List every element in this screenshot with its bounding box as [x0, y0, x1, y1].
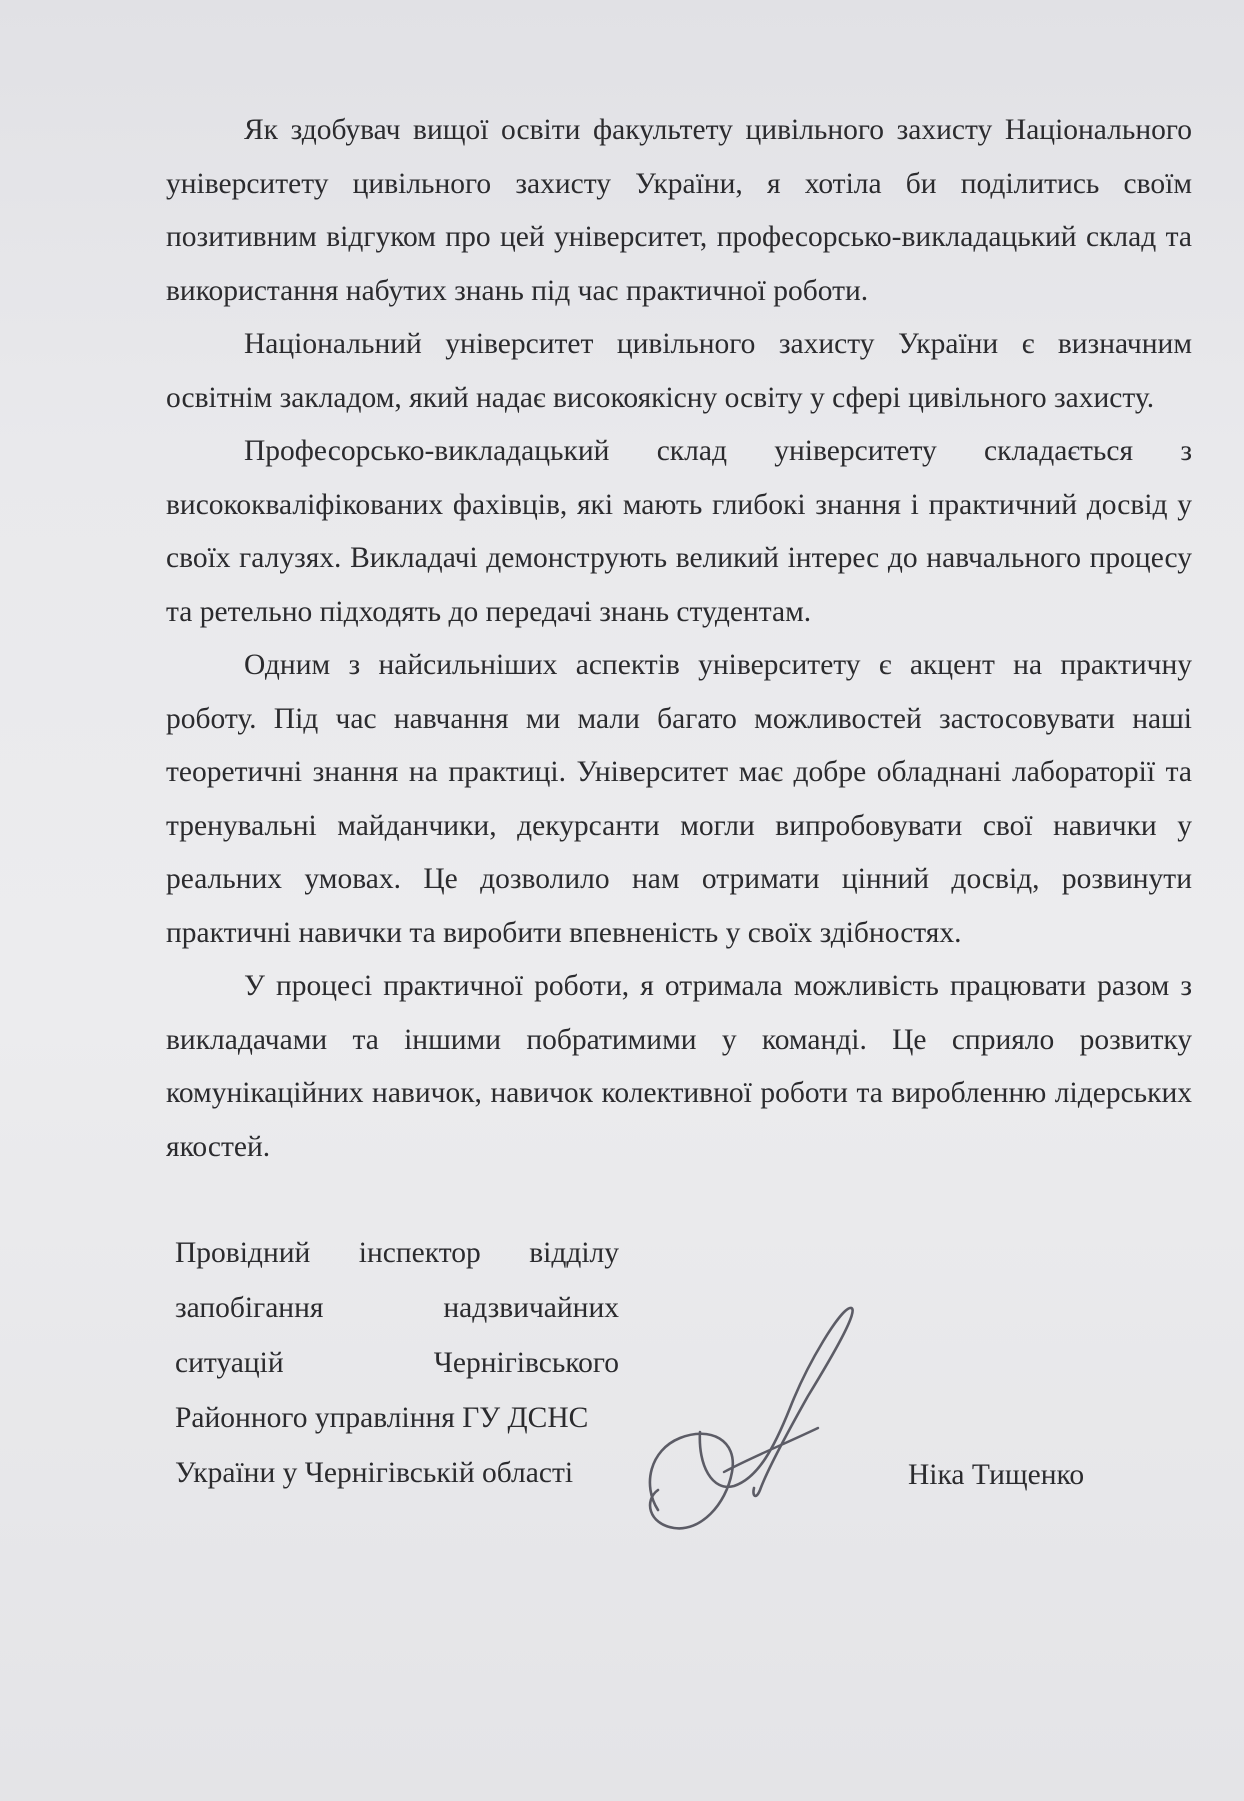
paragraph-3: Професорсько-викладацький склад університету складається з висококваліфікованих фахівців, які мають глибокі знання і практичний досвід у своїх галузях. Викладачі демонструють великий інтерес до навчального процесу та ретельно підходять до передачі знань студентам. [166, 435, 1192, 628]
paragraph-5: У процесі практичної роботи, я отримала можливість працювати разом з викладачами та іншими побратимими у команді. Це сприяло розвитку комунікаційних навичок, навичок колективної роботи та виробленню лідерських якостей. [166, 970, 1192, 1163]
position-line-2: запобігання надзвичайних [175, 1292, 619, 1324]
position-line-1: Провідний інспектор відділу [175, 1237, 619, 1269]
position-line-3: ситуацій Чернігівського [175, 1347, 619, 1379]
paragraph-4: Одним з найсильніших аспектів університету є акцент на практичну роботу. Під час навчання ми мали багато можливостей застосовувати наші теоретичні знання на практиці. Університет має добре обладнані лабораторії та тренувальні майданчики, декурсанти могли випробовувати свої навички у реальних умовах. Це дозволило нам отримати цінний досвід, розвинути практичні навички та виробити впевненість у своїх здібностях. [166, 649, 1192, 949]
position-line-5: України у Чернігівській області [175, 1457, 574, 1489]
paragraph-1: Як здобувач вищої освіти факультету цивільного захисту Національного університету цивільного захисту України, я хотіла би поділитись своїм позитивним відгуком про цей університет, професорсько-викладацький склад та використання набутих знань під час практичної роботи. [166, 114, 1192, 307]
signer-position [175, 1226, 619, 1501]
paragraph-2: Національний університет цивільного захисту України є визначним освітнім закладом, який надає високоякісну освіту у сфері цивільного захисту. [166, 328, 1192, 414]
document-body [166, 104, 1192, 1174]
signer-name: Ніка Тищенко [908, 1459, 1085, 1491]
position-line-4: Районного управління ГУ ДСНС [175, 1402, 589, 1434]
handwritten-signature-icon [640, 1300, 860, 1540]
